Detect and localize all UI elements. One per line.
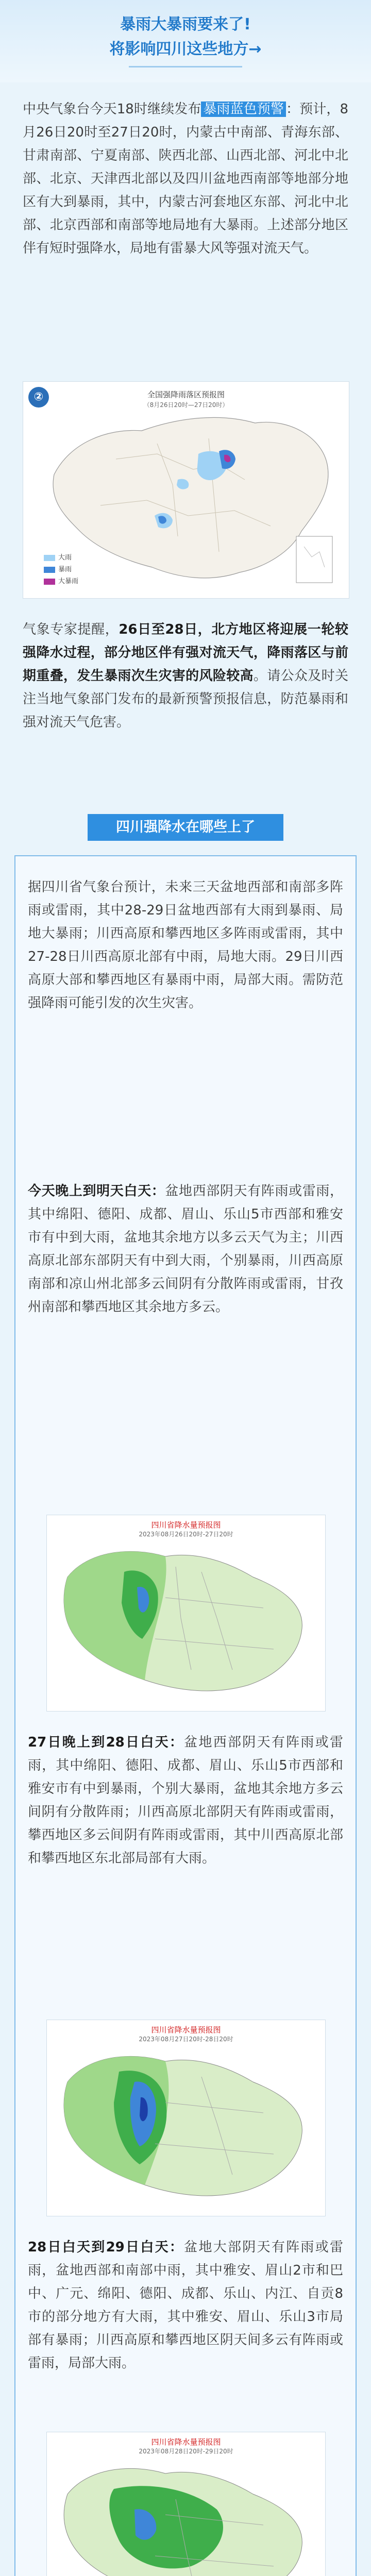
headline-1: 暴雨大暴雨要来了! [120, 15, 251, 33]
sichuan-map-graphic [47, 2020, 325, 2216]
map-date: 2023年08月27日20时-28日20时 [139, 2036, 233, 2043]
legend-swatch [44, 555, 55, 561]
sichuan-map-graphic [47, 1515, 325, 1711]
legend-swatch [44, 567, 55, 573]
warning-tag: 暴雨蓝色预警 [201, 101, 286, 117]
day2-lead: 27日晚上到28日白天： [28, 1735, 184, 1750]
day1-lead: 今天晚上到明天白天： [28, 1183, 165, 1199]
map-date: 2023年08月28日20时-29日20时 [139, 2448, 233, 2455]
intro-text-b: ：预计，8月26日20时至27日20时，内蒙古中南部、青海东部、甘肃南部、宁夏南部、陕西北部、山西北部、河北中北部、北京、天津西北部以及四川盆地西南部等地部分地区有大到暴雨，其中，内蒙古河套地区东部、河北中北部、北京西部和南部等地局地有大暴雨。上述部分地区伴有短时强降水，局地有雷暴大风等强对流天气。 [23, 101, 348, 256]
day1-text: 盆地西部阴天有阵雨或雷雨，其中绵阳、德阳、成都、眉山、乐山5市西部和雅安市有中到大雨，盆地其余地方以多云天气为主；川西高原北部东部阴天有中到大雨，个别暴雨，川西高原南部和凉山州北部多云间阴有分散阵雨或雷雨，甘孜州南部和攀西地区其余地方多云。 [28, 1183, 343, 1315]
header-underline [129, 66, 242, 67]
headline-2: 将影响四川这些地方→ [109, 40, 262, 58]
sichuan-map-day2 [46, 2020, 326, 2216]
legend-swatch [44, 579, 55, 585]
legend-label: 暴雨 [58, 566, 72, 573]
map-badge: ② [28, 387, 49, 408]
legend-item-heavy-rain [44, 552, 78, 562]
reminder-text-c: 。请公众及时关注当地气象部门发布的最新预警预报信息，防范暴雨和强对流天气危害。 [23, 668, 348, 730]
header [0, 0, 371, 82]
sichuan-map-day3 [46, 2432, 326, 2576]
map-subtitle: （8月26日20时—27日20时） [143, 401, 229, 409]
map-date: 2023年08月26日20时-27日20时 [139, 1531, 233, 1538]
map-title: 四川省降水量预报图 [151, 2437, 221, 2447]
intro-text-a: 中央气象台今天18时继续发布 [23, 101, 201, 117]
expert-reminder-paragraph [23, 618, 348, 734]
day2-text: 盆地西部阴天有阵雨或雷雨，其中绵阳、德阳、成都、眉山、乐山5市西部和雅安市有中到暴雨，个别大暴雨，盆地其余地方多云间阴有分散阵雨；川西高原北部阴天有阵雨或雷雨，攀西地区多云间阴有阵雨或雷雨，其中川西高原北部和攀西地区东北部局部有大雨。 [28, 1735, 343, 1866]
day3-text: 盆地大部阴天有阵雨或雷雨，盆地西部和南部中雨，其中雅安、眉山2市和巴中、广元、绵阳、德阳、成都、乐山、内江、自贡8市的部分地方有大雨，其中雅安、眉山、乐山3市局部有暴雨；川西高原和攀西地区阴天间多云有阵雨或雷雨，局部大雨。 [28, 2240, 343, 2371]
reminder-text-a: 气象专家提醒， [23, 622, 119, 637]
map-title: 四川省降水量预报图 [151, 1520, 221, 1530]
map-title: 四川省降水量预报图 [151, 2025, 221, 2035]
map-legend [44, 552, 78, 585]
intro-paragraph [23, 98, 348, 260]
legend-item-heavy-rainstorm [44, 575, 78, 585]
sichuan-map-day1 [46, 1515, 326, 1711]
legend-label: 大暴雨 [58, 578, 79, 585]
day3-paragraph [28, 2236, 343, 2375]
map-title: 全国强降雨落区预报图 [147, 390, 225, 399]
section-banner-sichuan: 四川强降水在哪些上了 [88, 814, 283, 841]
national-rain-map [23, 381, 349, 599]
sichuan-map-graphic [47, 2432, 325, 2576]
sichuan-forecast-paragraph: 据四川省气象台预计，未来三天盆地西部和南部多阵雨或雷雨，其中28-29日盆地西部有大雨到暴雨、局地大暴雨；川西高原和攀西地区多阵雨或雷雨，其中27-28日川西高原北部有中雨，局地大雨。29日川西高原大部和攀西地区有暴雨中雨，局部大雨。需防范强降雨可能引发的次生灾害。 [28, 879, 343, 1011]
day3-lead: 28日白天到29日白天： [28, 2240, 184, 2255]
reminder-text-bold: 26日至28日，北方地区将迎展一轮较强降水过程，部分地区伴有强对流天气，降雨落区与前期重叠，发生暴雨次生灾害的风险较高 [23, 622, 348, 684]
day2-paragraph [28, 1731, 343, 1870]
legend-label: 大雨 [58, 554, 72, 562]
legend-item-rainstorm [44, 564, 78, 573]
day1-paragraph [28, 1180, 343, 1319]
